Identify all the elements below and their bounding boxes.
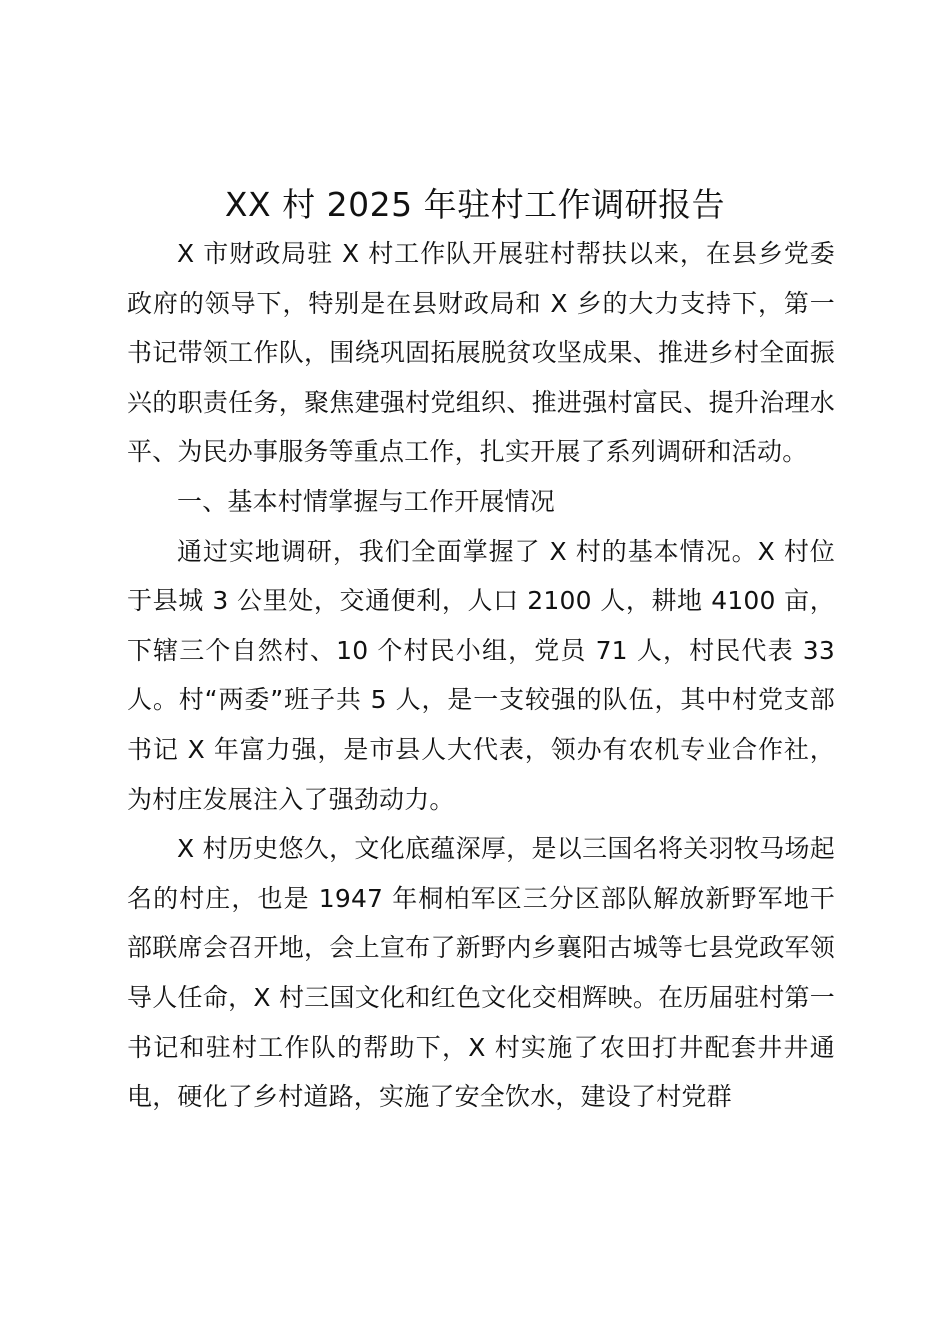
document-body: [127, 229, 835, 1122]
section-heading-1: 一、基本村情掌握与工作开展情况: [177, 486, 556, 516]
paragraph-intro: X 市财政局驻 X 村工作队开展驻村帮扶以来，在县乡党委政府的领导下，特别是在县财政局和 X 乡的大力支持下，第一书记带领工作队，围绕巩固拓展脱贫攻坚成果、推进乡村全面振兴的职责任务，聚焦建强村党组织、推进强村富民、提升治理水平、为民办事服务等重点工作，扎实开展了系列调研和活动。: [127, 239, 835, 467]
document-title: XX 村 2025 年驻村工作调研报告: [224, 185, 726, 224]
paragraph-village-history: X 村历史悠久，文化底蕴深厚，是以三国名将关羽牧马场起名的村庄，也是 1947 年桐柏军区三分区部队解放新野军地干部联席会召开地，会上宣布了新野内乡襄阳古城等七县党政军领导人任命，X 村三国文化和红色文化交相辉映。在历届驻村第一书记和驻村工作队的帮助下，X 村实施了农田打井配套井井通电，硬化了乡村道路，实施了安全饮水，建设了村党群: [127, 834, 835, 1112]
paragraph-village-basics: 通过实地调研，我们全面掌握了 X 村的基本情况。X 村位于县城 3 公里处，交通便利，人口 2100 人，耕地 4100 亩，下辖三个自然村、10 个村民小组，党员 71 人，村民代表 33 人。村“两委”班子共 5 人，是一支较强的队伍，其中村党支部书记 X 年富力强，是市县人大代表，领办有农机专业合作社，为村庄发展注入了强劲动力。: [127, 536, 835, 814]
